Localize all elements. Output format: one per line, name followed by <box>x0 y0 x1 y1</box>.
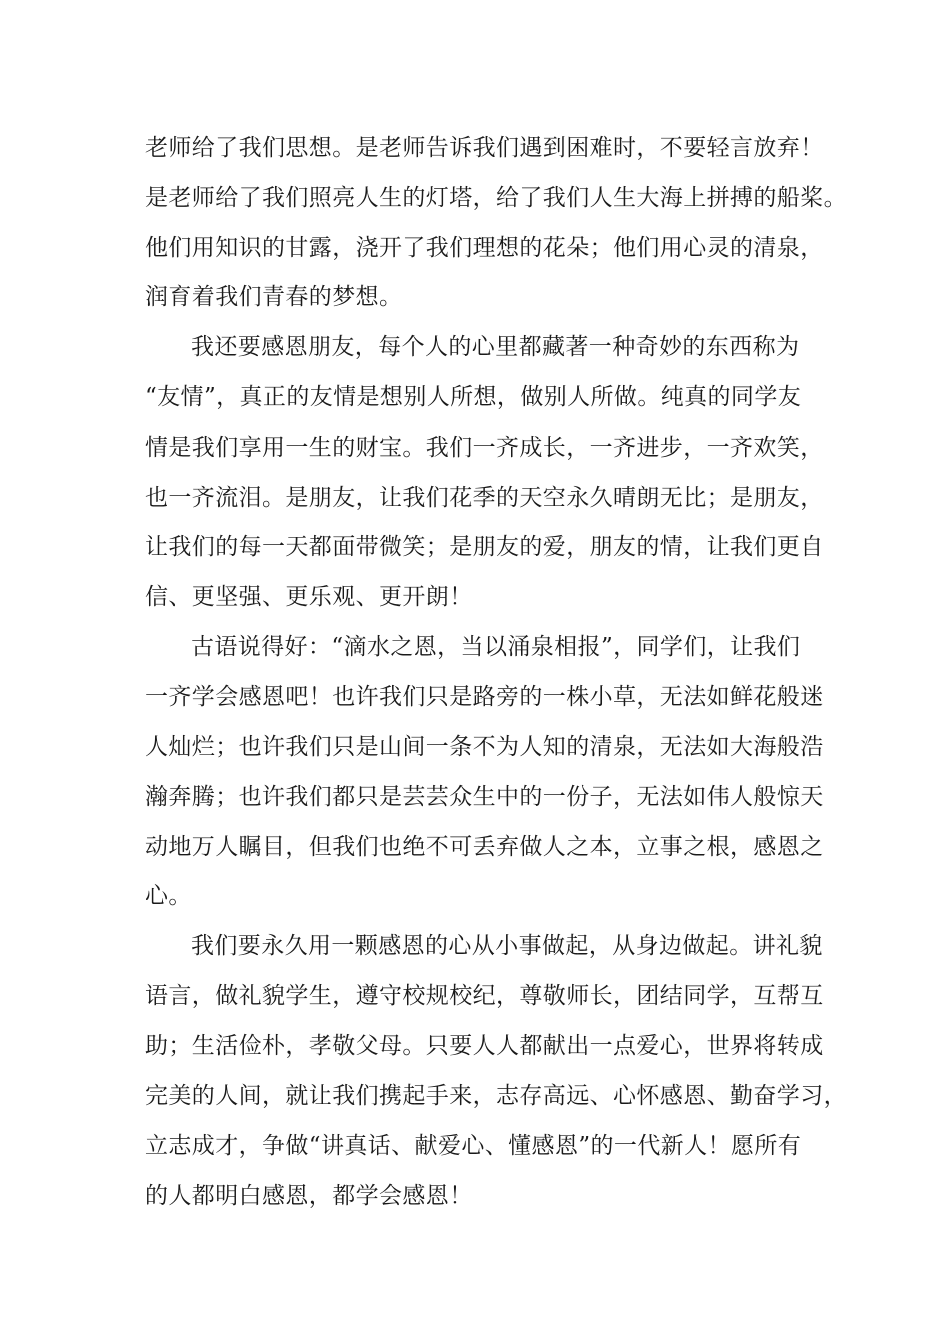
text-line: 助；生活俭朴，孝敬父母。只要人人都献出一点爱心，世界将转成 <box>145 1033 824 1059</box>
text-line: 也一齐流泪。是朋友，让我们花季的天空永久晴朗无比；是朋友， <box>145 485 824 511</box>
text-line: 完美的人间，就让我们携起手来，志存高远、心怀感恩、勤奋学习， <box>145 1083 847 1109</box>
text-line: 立志成才，争做“讲真话、献爱心、懂感恩”的一代新人！愿所有 <box>145 1133 802 1159</box>
text-line: 润育着我们青春的梦想。 <box>145 284 403 310</box>
text-line: 瀚奔腾；也许我们都只是芸芸众生中的一份子，无法如伟人般惊天 <box>145 784 824 810</box>
text-line: “友情”，真正的友情是想别人所想，做别人所做。纯真的同学友 <box>145 384 802 410</box>
paragraph-first-line: 我们要永久用一颗感恩的心从小事做起，从身边做起。讲礼貌 <box>191 933 823 959</box>
paragraph-first-line: 古语说得好：“滴水之恩，当以涌泉相报”，同学们，让我们 <box>191 634 801 660</box>
text-line: 一齐学会感恩吧！也许我们只是路旁的一株小草，无法如鲜花般迷 <box>145 684 824 710</box>
text-line: 语言，做礼貌学生，遵守校规校纪，尊敬师长，团结同学，互帮互 <box>145 983 824 1009</box>
text-line: 老师给了我们思想。是老师告诉我们遇到困难时，不要轻言放弃！ <box>145 135 824 161</box>
text-line: 让我们的每一天都面带微笑；是朋友的爱，朋友的情，让我们更自 <box>145 534 824 560</box>
text-line: 他们用知识的甘露，浇开了我们理想的花朵；他们用心灵的清泉， <box>145 235 824 261</box>
text-line: 是老师给了我们照亮人生的灯塔，给了我们人生大海上拼搏的船桨。 <box>145 185 847 211</box>
text-line: 的人都明白感恩，都学会感恩！ <box>145 1183 473 1209</box>
text-line: 情是我们享用一生的财宝。我们一齐成长，一齐进步，一齐欢笑， <box>145 435 824 461</box>
paragraph-first-line: 我还要感恩朋友，每个人的心里都藏著一种奇妙的东西称为 <box>191 334 800 360</box>
text-line: 心。 <box>145 883 192 909</box>
text-line: 人灿烂；也许我们只是山间一条不为人知的清泉，无法如大海般浩 <box>145 734 824 760</box>
text-line: 动地万人瞩目，但我们也绝不可丢弃做人之本，立事之根，感恩之 <box>145 834 824 860</box>
text-line: 信、更坚强、更乐观、更开朗！ <box>145 584 473 610</box>
